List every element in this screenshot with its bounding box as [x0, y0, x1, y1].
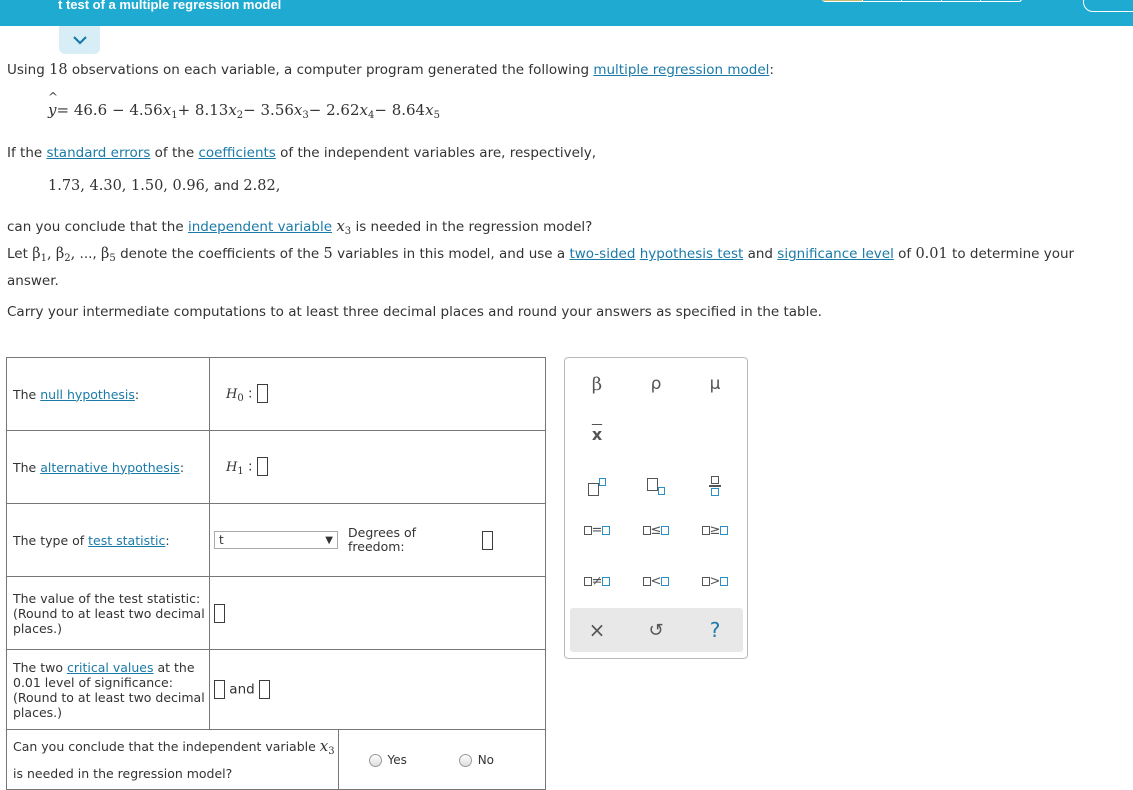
multiple-regression-link[interactable]: multiple regression model	[593, 62, 770, 78]
critical-value-2-input[interactable]	[259, 680, 270, 699]
answer-table: The null hypothesis: $H_0$ : The alternative hypothesis: $H_1$ : The type of test statistic: t ▼ Degrees of freedom: The value of the test statistic: (Round to at least two decimal places.) The two critical values at the 0.01 level of significance: (Round to at least two decimal places.) and Can you conclude that the independent variable $x_3$ is needed in the regression model? Yes No	[6, 357, 546, 790]
two-sided-link[interactable]: two-sided	[569, 246, 636, 262]
greater-equal-button[interactable]: ≥	[695, 518, 735, 542]
critical-values-link[interactable]: critical values	[66, 659, 154, 675]
regression-equation: ^ $y= 46.6 - 4.56x_1+ 8.13x_2- 3.56x_3- 2.62x_4- 8.64x_5$	[48, 90, 440, 121]
dropdown-arrow-icon: ▼	[325, 534, 333, 546]
fraction-button[interactable]	[695, 474, 735, 498]
instructions: Carry your intermediate computations to at least three decimal places and round your answers as specified in the table.	[7, 304, 822, 320]
page-title: t test of a multiple regression model	[58, 0, 282, 12]
top-bar	[0, 0, 1133, 26]
chevron-down-icon	[73, 35, 87, 45]
alternative-hypothesis-label: The alternative hypothesis:	[7, 431, 210, 504]
intro-line: Using 18 observations on each variable, a computer program generated the following multiple regression model:	[7, 62, 774, 78]
palette-footer	[570, 608, 743, 652]
hypothesis-test-link[interactable]: hypothesis test	[639, 246, 744, 262]
progress-bar	[822, 0, 1022, 2]
collapse-toggle-button[interactable]	[59, 26, 100, 54]
help-button[interactable]: ?	[709, 618, 721, 642]
conclusion-label: Can you conclude that the independent variable $x_3$ is needed in the regression model?	[7, 730, 339, 790]
significance-level-link[interactable]: significance level	[777, 246, 894, 262]
not-equal-button[interactable]: ≠	[577, 569, 617, 593]
no-radio[interactable]: No	[459, 753, 494, 767]
question-line: can you conclude that the independent variable $x_3$ is needed in the regression model?	[7, 217, 593, 237]
null-hypothesis-input[interactable]	[257, 384, 268, 403]
alternative-hypothesis-input[interactable]	[257, 457, 268, 476]
null-hypothesis-link[interactable]: null hypothesis	[40, 386, 135, 402]
yes-radio[interactable]: Yes	[369, 753, 407, 767]
undo-button[interactable]: ↺	[648, 619, 664, 641]
mu-button[interactable]: μ	[709, 374, 721, 394]
let-line: Let $\beta_1$, $\beta_2$, ..., $\beta_5$ denote the coefficients of the 5 variables in this model, and use a two-sided hypothesis test and significance level of 0.01 to determine your	[7, 246, 1075, 264]
critical-values-label: The two critical values at the 0.01 level of significance: (Round to at least two decimal places.)	[7, 650, 210, 730]
test-statistic-value-input[interactable]	[214, 604, 225, 623]
degrees-of-freedom-input[interactable]	[482, 531, 493, 550]
less-equal-button[interactable]: ≤	[636, 518, 676, 542]
rho-button[interactable]: ρ	[650, 374, 662, 394]
greater-than-button[interactable]: >	[695, 569, 735, 593]
coefficients-link[interactable]: coefficients	[198, 145, 276, 161]
beta-button[interactable]: β	[591, 373, 603, 395]
header-pill-button[interactable]	[1083, 0, 1133, 12]
standard-errors-line: If the standard errors of the coefficients of the independent variables are, respectively,	[7, 145, 596, 161]
test-statistic-link[interactable]: test statistic	[88, 532, 166, 548]
answer-word: answer.	[7, 273, 59, 289]
test-statistic-type-label: The type of test statistic:	[7, 504, 210, 577]
standard-errors-link[interactable]: standard errors	[46, 145, 151, 161]
math-palette	[564, 357, 748, 659]
superscript-button[interactable]	[577, 474, 617, 498]
degrees-of-freedom-label: Degrees of freedom:	[348, 525, 417, 554]
equals-button[interactable]: =	[577, 518, 617, 542]
null-hypothesis-label: The null hypothesis:	[7, 358, 210, 431]
standard-error-values: 1.73, 4.30, 1.50, 0.96, and 2.82,	[48, 178, 281, 194]
test-statistic-value-label: The value of the test statistic: (Round to at least two decimal places.)	[7, 577, 210, 650]
clear-button[interactable]: ×	[588, 618, 606, 642]
critical-value-1-input[interactable]	[214, 680, 225, 699]
x-bar-button[interactable]: $\overline{x}$	[591, 424, 603, 444]
test-statistic-select[interactable]: t ▼	[214, 531, 338, 549]
subscript-button[interactable]	[636, 474, 676, 498]
alternative-hypothesis-link[interactable]: alternative hypothesis	[40, 459, 180, 475]
independent-variable-link[interactable]: independent variable	[187, 219, 333, 235]
less-than-button[interactable]: <	[636, 569, 676, 593]
